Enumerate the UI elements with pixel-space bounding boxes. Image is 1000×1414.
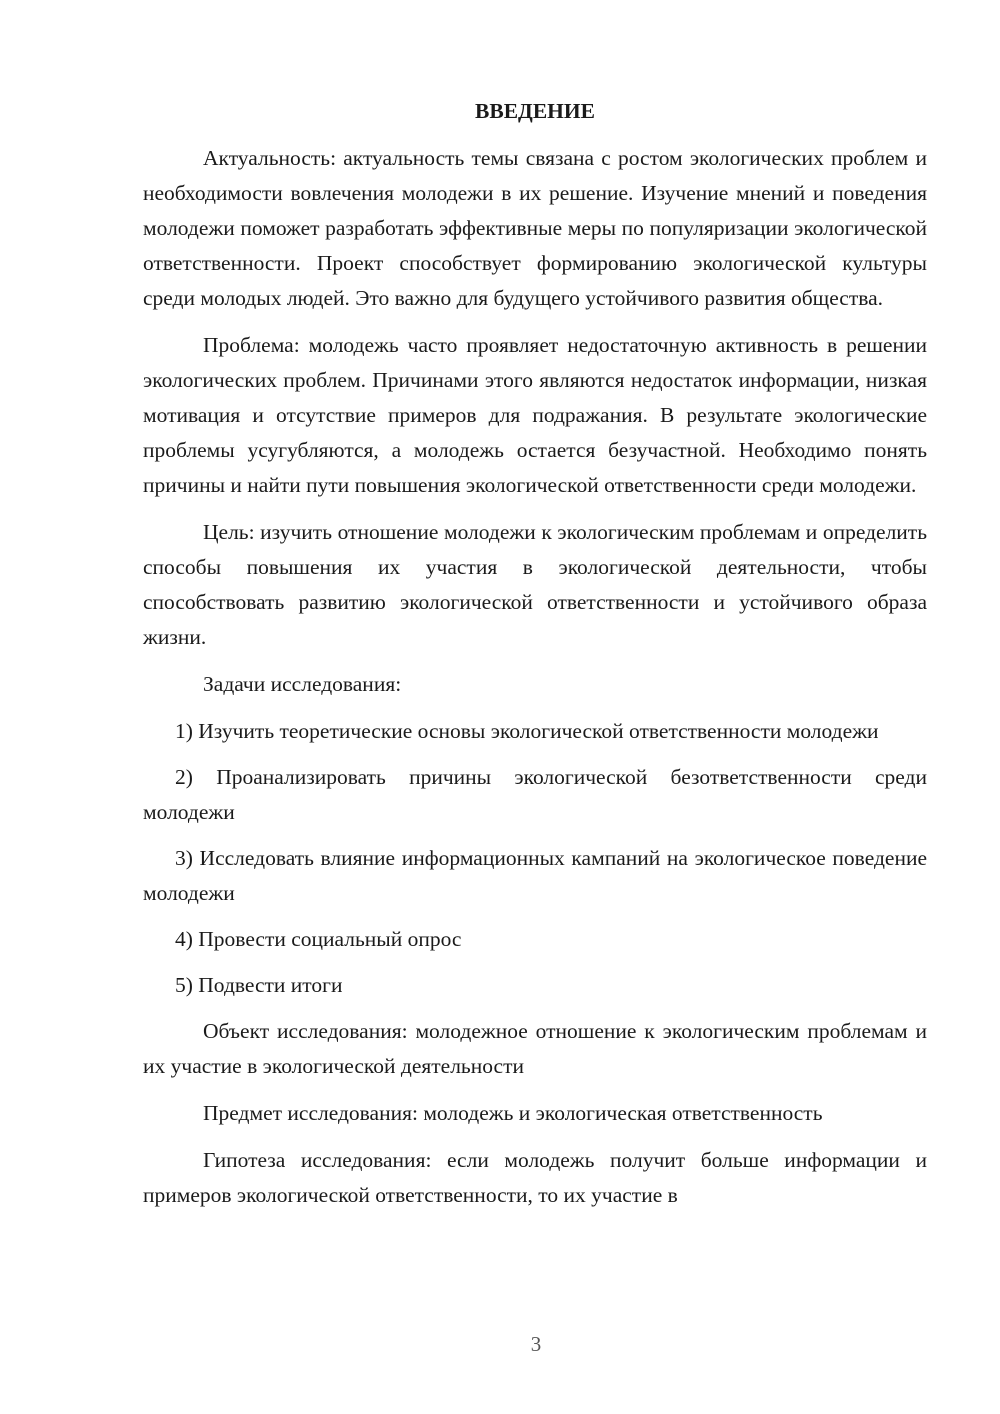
document-body [143,94,927,1225]
task-item: 4) Провести социальный опрос [175,927,462,951]
problem-paragraph: Проблема: молодежь часто проявляет недостаточную активность в решении экологических проблем. Причинами этого являются недостаток информации, низкая мотивация и отсутствие примеров для подражания. В результате экологические проблемы усугубляются, а молодежь остается безучастной. Необходимо понять причины и найти пути повышения экологической ответственности среди молодежи. [143,333,927,497]
tasks-heading: Задачи исследования: [203,672,402,696]
page-title: ВВЕДЕНИЕ [475,99,595,123]
task-item: 1) Изучить теоретические основы экологической ответственности молодежи [175,719,879,743]
task-item: 5) Подвести итоги [175,973,343,997]
relevance-paragraph: Актуальность: актуальность темы связана с ростом экологических проблем и необходимости вовлечения молодежи в их решение. Изучение мнений и поведения молодежи поможет разработать эффективные меры по популяризации экологической ответственности. Проект способствует формированию экологической культуры среди молодых людей. Это важно для будущего устойчивого развития общества. [143,146,927,310]
page-number: 3 [530,1332,542,1356]
goal-paragraph: Цель: изучить отношение молодежи к экологическим проблемам и определить способы повышения их участия в экологической деятельности, чтобы способствовать развитию экологической ответственности и устойчивого образа жизни. [143,520,927,649]
hypothesis-paragraph: Гипотеза исследования: если молодежь получит больше информации и примеров экологической ответственности, то их участие в [143,1148,927,1207]
object-paragraph: Объект исследования: молодежное отношение к экологическим проблемам и их участие в экологической деятельности [143,1019,927,1078]
task-item: 2) Проанализировать причины экологической безответственности среди молодежи [143,765,927,824]
task-item: 3) Исследовать влияние информационных кампаний на экологическое поведение молодежи [143,846,927,905]
subject-paragraph: Предмет исследования: молодежь и экологическая ответственность [203,1101,823,1125]
